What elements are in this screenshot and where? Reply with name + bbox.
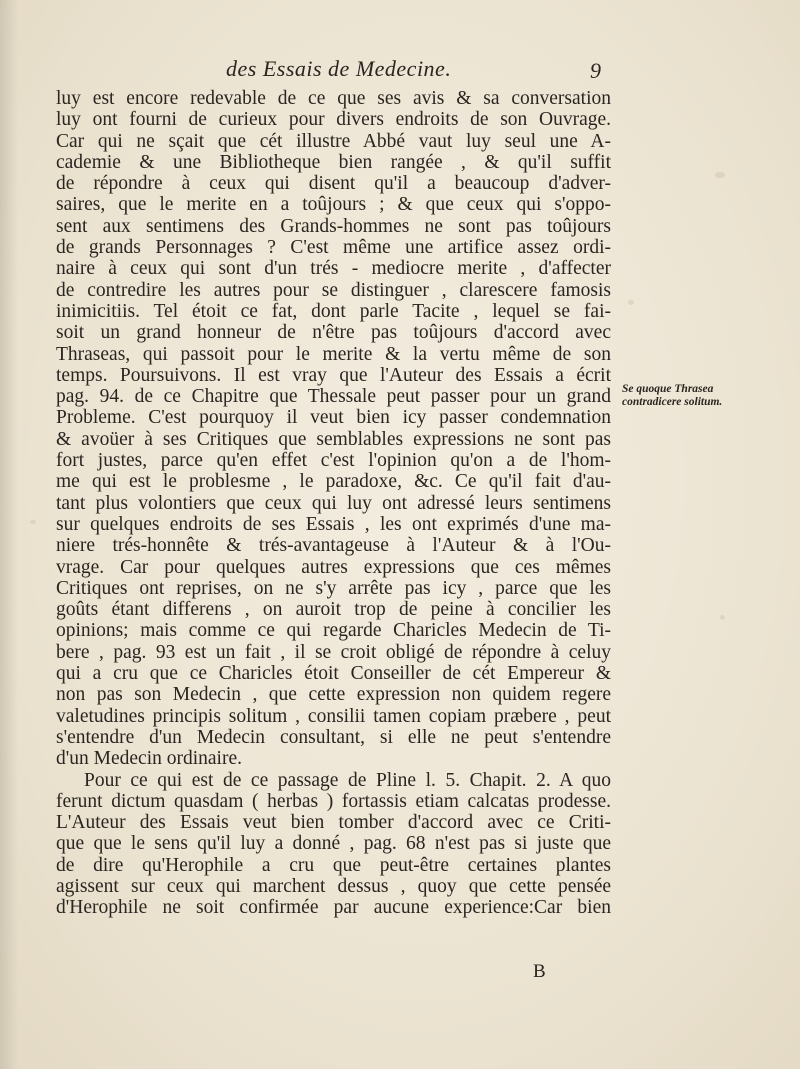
text-line: tant plus volontiers que ceux qui luy ont adressé leurs sentimens xyxy=(56,492,611,514)
paper-stain xyxy=(628,300,634,305)
running-title: des Essais de Medecine. xyxy=(226,56,452,81)
text-line: & avoüer à ses Critiques que semblables expressions ne sont pas xyxy=(56,428,611,450)
text-line: naire à ceux qui sont d'un trés - mediocre merite , d'affecter xyxy=(56,258,611,280)
text-line: de dire qu'Herophile a cru que peut-être certaines plantes xyxy=(56,854,611,876)
binding-shadow xyxy=(0,0,18,1069)
text-line: pag. 94. de ce Chapitre que Thessale peut passer pour un grand xyxy=(56,386,611,408)
text-line: non pas son Medecin , que cette expression non quidem regere xyxy=(56,684,611,706)
text-line: de répondre à ceux qui disent qu'il a beaucoup d'adver- xyxy=(56,173,611,195)
text-line: Thraseas, qui passoit pour le merite & la vertu même de son xyxy=(56,343,611,365)
text-line: cademie & une Bibliotheque bien rangée , & qu'il suffit xyxy=(56,151,611,173)
paper-stain xyxy=(715,172,725,178)
text-line: temps. Poursuivons. Il est vray que l'Auteur des Essais a écrit xyxy=(56,364,611,386)
text-line: luy est encore redevable de ce que ses avis & sa conversation xyxy=(56,88,611,109)
text-line: de grands Personnages ? C'est même une artifice assez ordi- xyxy=(56,237,611,259)
text-line: d'Herophile ne soit confirmée par aucune experience:Car bien xyxy=(56,897,611,919)
text-line: Probleme. C'est pourquoy il veut bien icy passer condemnation xyxy=(56,407,611,429)
text-line: L'Auteur des Essais veut bien tomber d'accord avec ce Criti- xyxy=(56,812,611,834)
text-line: fort justes, parce qu'en effet c'est l'opinion qu'on a de l'hom- xyxy=(56,450,611,472)
text-line: saires, que le merite en a toûjours ; & que ceux qui s'oppo- xyxy=(56,194,611,216)
text-line: d'un Medecin ordinaire. xyxy=(56,748,242,770)
text-line: que que le sens qu'il luy a donné , pag. 68 n'est pas si juste que xyxy=(56,833,611,855)
page-number: 9 xyxy=(590,58,601,83)
text-line: qui a cru que ce Charicles étoit Conseiller de cét Empereur & xyxy=(56,663,611,685)
text-line: me qui est le problesme , le paradoxe, &c. Ce qu'il fait d'au- xyxy=(56,471,611,493)
text-line: inimicitiis. Tel étoit ce fat, dont parle Tacite , lequel se fai- xyxy=(56,300,611,322)
text-line: valetudines principis solitum , consilii tamen copiam præbere , peut xyxy=(56,705,611,727)
text-line: luy ont fourni de curieux pour divers endroits de son Ouvrage. xyxy=(56,109,611,131)
text-line: Pour ce qui est de ce passage de Pline l. 5. Chapit. 2. A quo xyxy=(84,769,611,791)
text-line: s'entendre d'un Medecin consultant, si elle ne peut s'entendre xyxy=(56,726,611,748)
text-line: Car qui ne sçait que cét illustre Abbé vaut luy seul une A- xyxy=(56,130,611,152)
paper-stain xyxy=(720,615,725,620)
text-line: sur quelques endroits de ses Essais , les ont exprimés d'une ma- xyxy=(56,513,611,535)
marginal-note-line: contradicere solitum. xyxy=(622,396,723,408)
marginal-note-line: Se quoque Thrasea xyxy=(622,383,714,395)
text-line: de contredire les autres pour se distinguer , clarescere famosis xyxy=(56,279,611,301)
text-line: vrage. Car pour quelques autres expressions que ces mêmes xyxy=(56,556,611,578)
body-text xyxy=(56,88,611,919)
signature-mark: B xyxy=(533,961,546,982)
running-header xyxy=(0,56,800,84)
text-line: bere , pag. 93 est un fait , il se croit obligé de répondre à celuy xyxy=(56,641,611,663)
text-line: ferunt dictum quasdam ( herbas ) fortassis etiam calcatas prodesse. xyxy=(56,790,611,812)
text-line: niere trés-honnête & trés-avantageuse à l'Auteur & à l'Ou- xyxy=(56,535,611,557)
text-line: agissent sur ceux qui marchent dessus , quoy que cette pensée xyxy=(56,875,611,897)
text-line: Critiques ont reprises, on ne s'y arrête pas icy , parce que les xyxy=(56,577,611,599)
text-line: goûts étant differens , on auroit trop de peine à concilier les xyxy=(56,599,611,621)
text-line: opinions; mais comme ce qui regarde Charicles Medecin de Ti- xyxy=(56,620,611,642)
paper-stain xyxy=(30,520,36,524)
text-line: sent aux sentimens des Grands-hommes ne sont pas toûjours xyxy=(56,215,611,237)
marginal-note xyxy=(622,383,792,409)
text-line: soit un grand honneur de n'être pas toûjours d'accord avec xyxy=(56,322,611,344)
